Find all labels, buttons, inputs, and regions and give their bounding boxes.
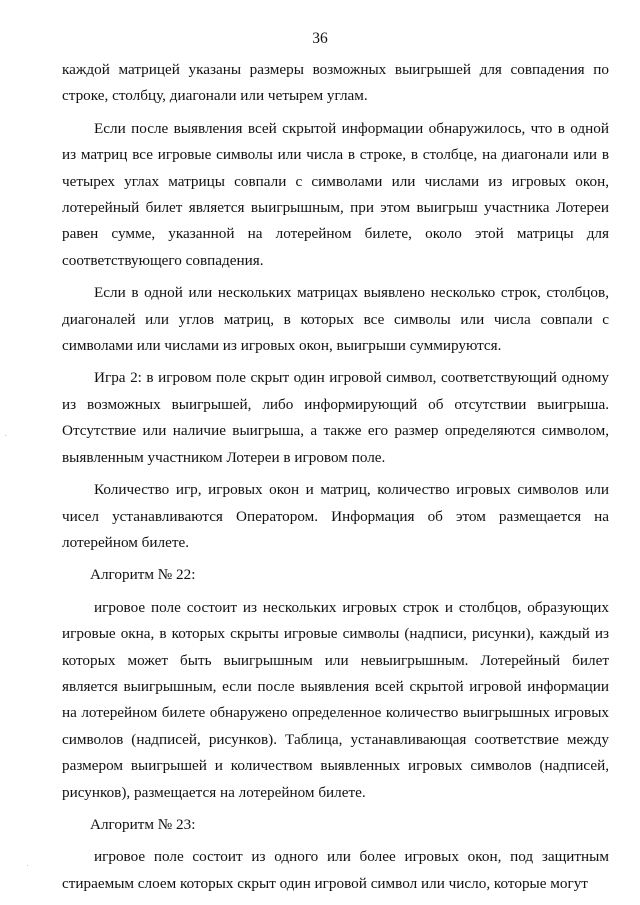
heading-algorithm-23: Алгоритм № 23: — [90, 815, 196, 833]
paragraph-algorithm-23: игровое поле состоит из одного или более игровых окон, под защитным стираемым слоем которых скрыт один игровой символ или число, которые могут — [62, 848, 609, 892]
body-text — [62, 57, 609, 903]
paragraph-multiple-matrices: Если в одной или нескольких матрицах выявлено несколько строк, столбцов, диагоналей или углов матриц, в которых все символы или числа совпали с символами или числами из игровых окон, выигрыши суммируются. — [62, 284, 609, 355]
paragraph-hidden-info: Если после выявления всей скрытой информации обнаружилось, что в одной из матриц все игровые символы или числа в строке, в столбце, на диагонали или в четырех углах матрицы совпали с символами или числами из игровых окон, лотерейный билет является выигрышным, при этом выигрыш участника Лотереи равен сумме, указанной на лотерейном билете, около этой матрицы для соответствующего совпадения. — [62, 119, 609, 269]
paragraph-game-2: Игра 2: в игровом поле скрыт один игровой символ, соответствующий одному из возможных выигрышей, либо информирующий об отсутствии выигрыша. Отсутствие или наличие выигрыша, а также его размер определяются символом, выявленным участником Лотереи в игровом поле. — [62, 369, 609, 466]
scan-mark-left-top: · — [4, 431, 8, 442]
paragraph-algorithm-22: игровое поле состоит из нескольких игровых строк и столбцов, образующих игровые окна, в которых скрыты игровые символы (надписи, рисунки), каждый из которых может быть выигрышным или невыигрышным. Лотерейный билет является выигрышным, если после выявления всей скрытой игровой информации на лотерейном билете обнаружено определенное количество выигрышных игровых символов (надписей, рисунков). Таблица, устанавливающая соответствие между размером выигрышей и количеством выявленных игровых символов (надписей, рисунков), размещается на лотерейном билете. — [62, 598, 609, 801]
scan-mark-left-bottom: · — [26, 861, 30, 872]
paragraph-continuation: каждой матрицей указаны размеры возможных выигрышей для совпадения по строке, столбцу, диагонали или четырем углам. — [62, 61, 609, 105]
heading-algorithm-22: Алгоритм № 22: — [90, 566, 196, 584]
page-number: 36 — [312, 30, 328, 47]
paragraph-operator: Количество игр, игровых окон и матриц, количество игровых символов или чисел устанавливаются Оператором. Информация об этом размещается на лотерейном билете. — [62, 481, 609, 551]
